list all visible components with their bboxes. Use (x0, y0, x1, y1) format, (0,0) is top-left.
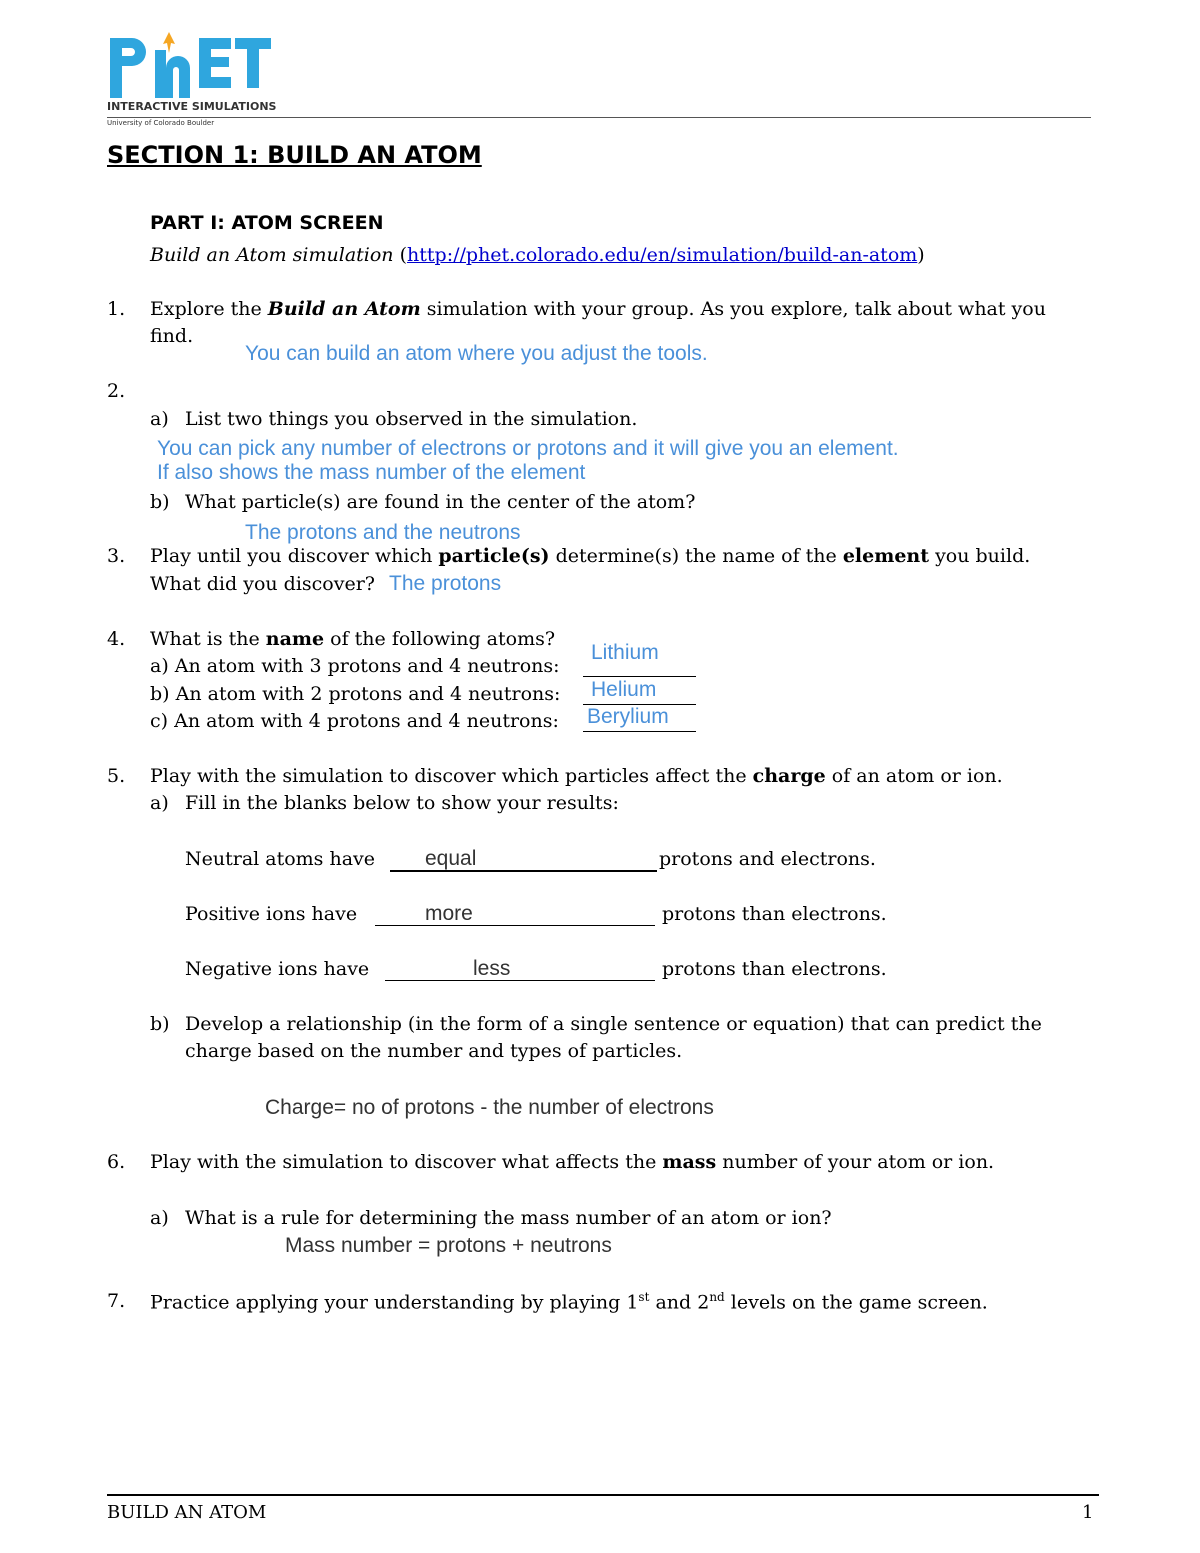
sim-label: Build an Atom simulation (150, 244, 394, 266)
q7-post: levels on the game screen. (724, 1291, 988, 1314)
q6a-label: a) (150, 1207, 169, 1229)
q2b-label: b) (150, 491, 170, 513)
phet-logo (107, 28, 277, 128)
q3-post: you build. (929, 545, 1031, 567)
q3-mid: determine(s) the name of the (549, 545, 843, 567)
q4-post: of the following atoms? (324, 628, 556, 650)
q2b-text: What particle(s) are found in the center of the atom? (185, 491, 696, 513)
q4a-answer: Lithium (591, 641, 659, 664)
q4b-answer: Helium (591, 678, 657, 701)
footer-title: BUILD AN ATOM (107, 1502, 267, 1523)
section-title: SECTION 1: BUILD AN ATOM (107, 141, 482, 169)
q1-post: simulation with your group. As you explore, talk about what you (420, 298, 1046, 320)
q3-line2: What did you discover? (150, 573, 375, 595)
q4a-blank[interactable] (583, 676, 696, 677)
q5-number: 5. (107, 765, 126, 787)
q5b-text-2: charge based on the number and types of particles. (185, 1040, 683, 1062)
q1-pre: Explore the (150, 298, 268, 320)
q5-bold: charge (752, 765, 826, 787)
negative-pre: Negative ions have (185, 958, 370, 980)
neutral-post: protons and electrons. (659, 848, 876, 870)
q1-answer: You can build an atom where you adjust the tools. (245, 342, 708, 365)
svg-text:University of Colorado Boulder: University of Colorado Boulder (107, 119, 215, 127)
q5a-label: a) (150, 792, 169, 814)
sim-reference (150, 244, 925, 266)
q2-number: 2. (107, 380, 126, 402)
q3-number: 3. (107, 545, 126, 567)
q5a-text: Fill in the blanks below to show your results: (185, 792, 619, 814)
sim-open-paren: ( (399, 244, 408, 266)
q2a-label: a) (150, 408, 169, 430)
q1-bold: Build an Atom (267, 298, 421, 320)
q1-line2: find. (150, 325, 194, 347)
page-number: 1 (1082, 1502, 1094, 1523)
q5-text (150, 765, 1003, 787)
q4-text (150, 628, 555, 650)
q4c-text: c) An atom with 4 protons and 4 neutrons: (150, 710, 559, 732)
q3-answer: The protons (389, 572, 502, 595)
positive-pre: Positive ions have (185, 903, 358, 925)
q6-pre: Play with the simulation to discover what affects the (150, 1151, 663, 1173)
negative-post: protons than electrons. (662, 958, 887, 980)
neutral-pre: Neutral atoms have (185, 848, 376, 870)
q2a-text: List two things you observed in the simulation. (185, 408, 638, 430)
q6-text (150, 1151, 994, 1173)
q7-mid: and 2 (649, 1291, 710, 1314)
q4c-answer: Berylium (587, 705, 669, 728)
part-title: PART I: ATOM SCREEN (150, 212, 384, 234)
q4b-text: b) An atom with 2 protons and 4 neutrons: (150, 683, 561, 705)
q4-bold: name (265, 628, 325, 650)
q5b-label: b) (150, 1013, 170, 1035)
q5-pre: Play with the simulation to discover which particles affect the (150, 765, 753, 787)
q3-pre: Play until you discover which (150, 545, 439, 567)
q4c-blank[interactable] (583, 731, 696, 732)
phet-logo-icon (107, 28, 277, 128)
q6a-answer: Mass number = protons + neutrons (285, 1234, 612, 1257)
q4-number: 4. (107, 628, 126, 650)
q1-number: 1. (107, 298, 126, 320)
q7-pre: Practice applying your understanding by playing 1 (150, 1291, 639, 1314)
q7-number: 7. (107, 1290, 126, 1312)
q2a-answer-1: You can pick any number of electrons or protons and it will give you an element. (157, 437, 899, 460)
q7-sup1: st (638, 1290, 650, 1304)
positive-blank[interactable] (375, 925, 655, 926)
q2a-answer-2: If also shows the mass number of the element (157, 461, 586, 484)
q5-post: of an atom or ion. (825, 765, 1003, 787)
q5b-answer: Charge= no of protons - the number of electrons (265, 1096, 714, 1119)
negative-blank[interactable] (385, 980, 655, 981)
q2b-answer: The protons and the neutrons (245, 521, 521, 544)
positive-post: protons than electrons. (662, 903, 887, 925)
svg-text:INTERACTIVE SIMULATIONS: INTERACTIVE SIMULATIONS (107, 100, 277, 113)
negative-answer: less (473, 957, 511, 980)
positive-answer: more (425, 902, 473, 925)
q6-bold: mass (662, 1151, 717, 1173)
footer-rule (107, 1494, 1099, 1496)
neutral-answer: equal (425, 847, 477, 870)
header-rule (107, 117, 1091, 118)
q4-pre: What is the (150, 628, 266, 650)
q3-bold1: particle(s) (438, 545, 550, 567)
q1-text (150, 298, 1046, 320)
q7-text (150, 1290, 988, 1313)
q6-number: 6. (107, 1151, 126, 1173)
q7-sup2: nd (709, 1290, 725, 1304)
sim-link[interactable]: http://phet.colorado.edu/en/simulation/build-an-atom (407, 244, 918, 266)
q3-text (150, 545, 1030, 567)
q5b-text-1: Develop a relationship (in the form of a single sentence or equation) that can predict the (185, 1013, 1042, 1035)
q6a-text: What is a rule for determining the mass number of an atom or ion? (185, 1207, 832, 1229)
sim-close-paren: ) (917, 244, 925, 266)
q4a-text: a) An atom with 3 protons and 4 neutrons: (150, 655, 560, 677)
q6-post: number of your atom or ion. (716, 1151, 995, 1173)
q3-bold2: element (842, 545, 930, 567)
